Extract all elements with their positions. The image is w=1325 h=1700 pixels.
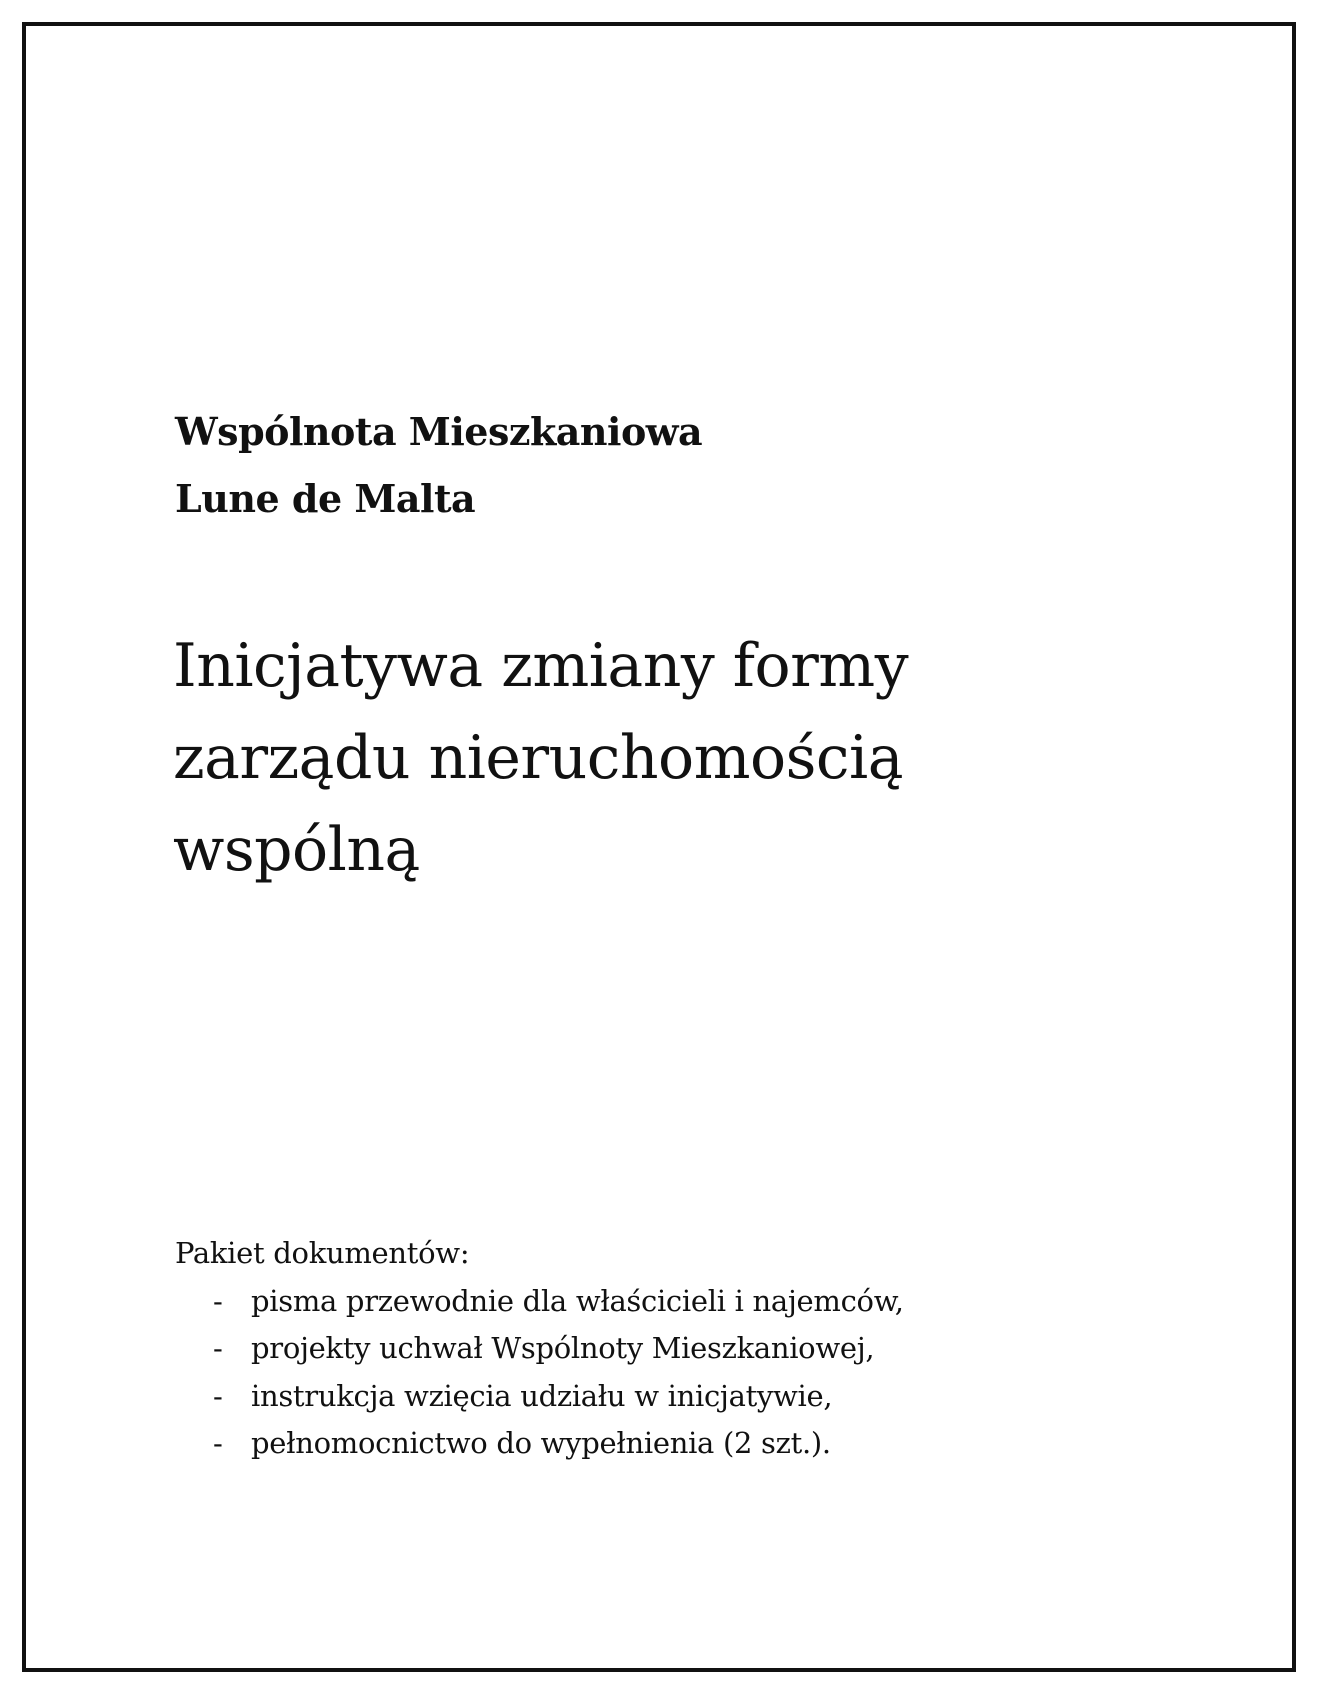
package-list (175, 1278, 904, 1468)
organization-line-1: Wspólnota Mieszkaniowa (175, 409, 703, 454)
list-item-text: pełnomocnictwo do wypełnienia (2 szt.). (251, 1426, 831, 1460)
list-item (175, 1373, 904, 1421)
list-item-text: pisma przewodnie dla właścicieli i najemców, (251, 1283, 904, 1318)
title-line-2: zarządu nieruchomością (173, 723, 903, 793)
bullet-dash: - (213, 1426, 223, 1460)
list-item (175, 1420, 904, 1468)
document-title (173, 620, 908, 896)
title-line-3: wspólną (173, 815, 420, 885)
package-heading: Pakiet dokumentów: (175, 1236, 470, 1270)
list-item-text: instrukcja wzięcia udziału w inicjatywie, (251, 1378, 833, 1413)
list-item (175, 1325, 904, 1373)
list-item (175, 1278, 904, 1326)
list-item-text: projekty uchwał Wspólnoty Mieszkaniowej, (251, 1331, 875, 1365)
bullet-dash: - (213, 1378, 223, 1413)
document-package (175, 1230, 904, 1468)
organization-name (175, 398, 702, 532)
organization-line-2: Lune de Malta (175, 476, 476, 521)
bullet-dash: - (213, 1331, 223, 1365)
title-line-1: Inicjatywa zmiany formy (173, 631, 909, 701)
bullet-dash: - (213, 1283, 223, 1318)
